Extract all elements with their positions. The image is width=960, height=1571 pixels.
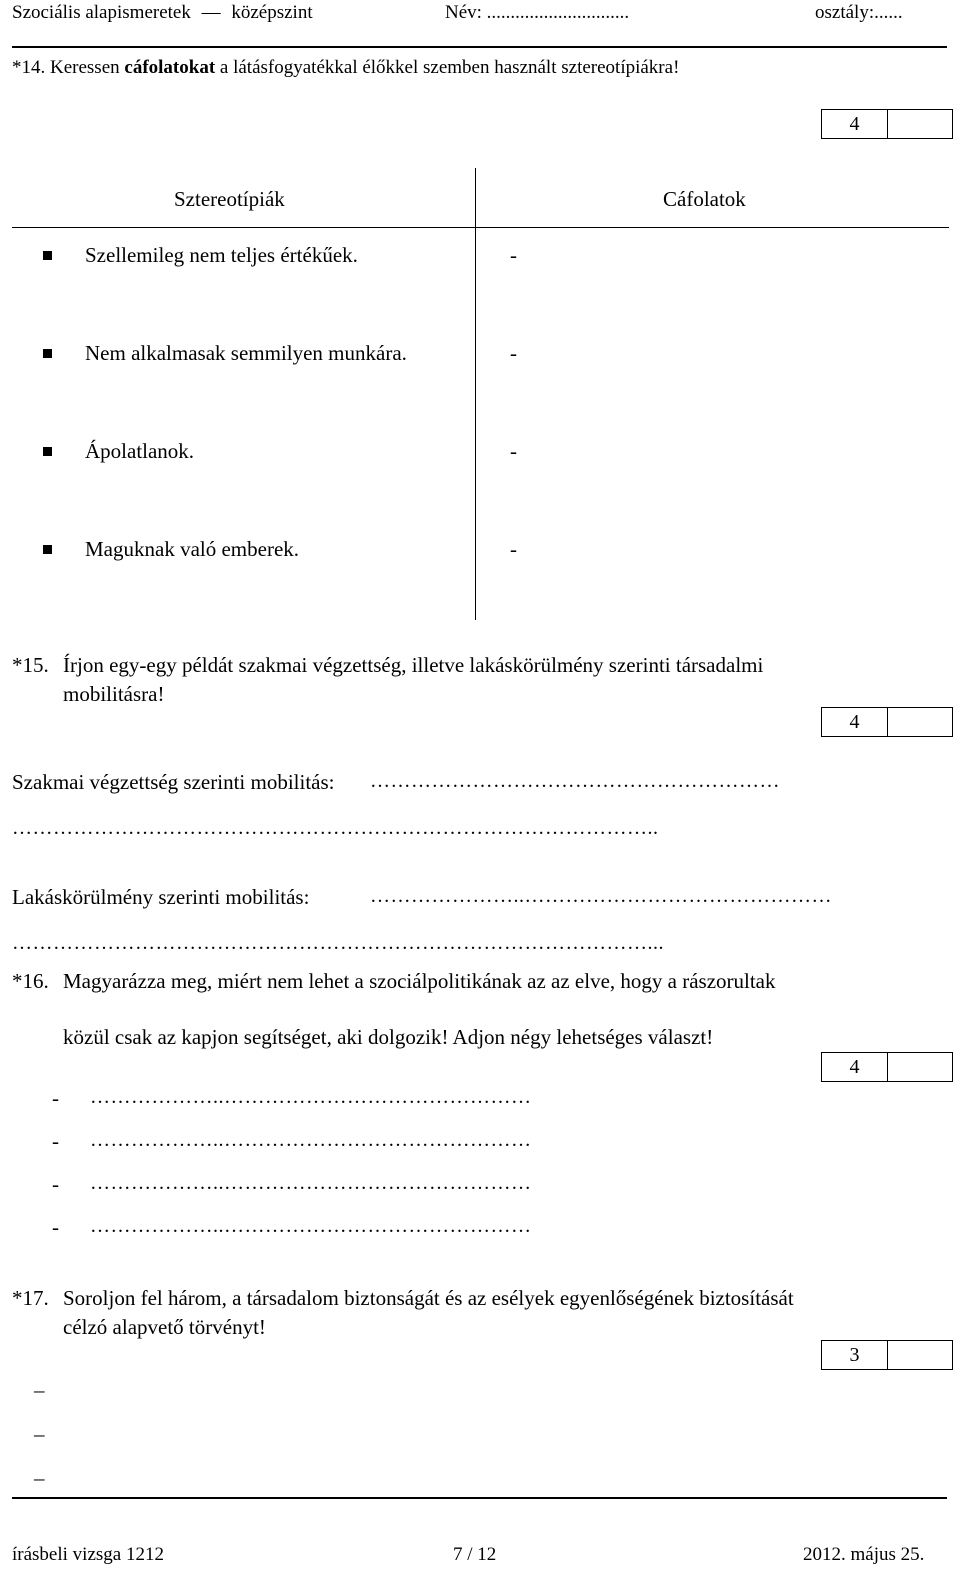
footer-rule (12, 1497, 947, 1499)
q14-suffix: a látásfogyatékkal élőkkel szemben használt sztereotípiákra! (215, 57, 680, 78)
name-field[interactable]: Név: .............................. (445, 2, 630, 23)
bullet-icon (43, 447, 52, 456)
footer-date: 2012. május 25. (803, 1544, 925, 1565)
q16-dash: - (52, 1086, 59, 1110)
q17-prompt-line2: célzó alapvető törvényt! (63, 1315, 266, 1339)
q15-answer-housing-cont[interactable]: …………………………………………………………………………………... (12, 932, 664, 954)
q14-prompt (12, 57, 679, 79)
q16-answer-1[interactable]: ………………..……………………………………… (90, 1086, 532, 1108)
q17-score: 3 (822, 1341, 888, 1369)
q17-answer-2[interactable]: – (34, 1422, 45, 1446)
q17-answer-1[interactable]: – (34, 1378, 45, 1402)
q17-answer-3[interactable]: – (34, 1466, 45, 1490)
level-name: középszint (231, 2, 313, 23)
header-rule (12, 46, 947, 48)
q16-dash: - (52, 1172, 59, 1196)
q16-prompt-line1: Magyarázza meg, miért nem lehet a szociálpolitikának az az elve, hogy a rászorultak (63, 969, 776, 993)
q16-score-box (821, 1052, 953, 1082)
q16-score: 4 (822, 1053, 888, 1081)
refutation-2[interactable]: - (510, 341, 517, 365)
refutation-4[interactable]: - (510, 537, 517, 561)
q16-number: *16. (12, 969, 49, 993)
q15-label-housing: Lakáskörülmény szerinti mobilitás: (12, 885, 310, 909)
q17-prompt-line1: Soroljon fel három, a társadalom biztonságát és az esélyek egyenlőségének biztosítását (63, 1286, 794, 1310)
q16-prompt-line2: közül csak az kapjon segítséget, aki dolgozik! Adjon négy lehetséges választ! (63, 1025, 714, 1049)
footer-exam-code: írásbeli vizsga 1212 (12, 1544, 164, 1565)
q16-dash: - (52, 1129, 59, 1153)
page-number: 7 / 12 (453, 1544, 497, 1565)
q15-answer-housing[interactable]: …………………..……………………………………… (370, 885, 832, 907)
q15-label-professional: Szakmai végzettség szerinti mobilitás: (12, 770, 335, 794)
q14-prefix: *14. Keressen (12, 57, 125, 78)
q15-number: *15. (12, 653, 49, 677)
header-subject (12, 2, 313, 24)
q17-score-box (821, 1340, 953, 1370)
q15-answer-professional-cont[interactable]: ………………………………………………………………………………….. (12, 817, 659, 839)
q16-answer-4[interactable]: ………………..……………………………………… (90, 1215, 532, 1237)
bullet-icon (43, 545, 52, 554)
q16-answer-3[interactable]: ………………..……………………………………… (90, 1172, 532, 1194)
header-dash: — (201, 2, 221, 23)
q15-prompt-line2: mobilitásra! (63, 682, 165, 706)
refutation-1[interactable]: - (510, 243, 517, 267)
q15-answer-professional[interactable]: …………………………………………………… (370, 770, 780, 792)
q16-answer-2[interactable]: ………………..……………………………………… (90, 1129, 532, 1151)
q15-prompt-line1: Írjon egy-egy példát szakmai végzettség, illetve lakáskörülmény szerinti társadalmi (63, 653, 764, 677)
q16-dash: - (52, 1215, 59, 1239)
q14-score-box (821, 109, 953, 139)
refutation-3[interactable]: - (510, 439, 517, 463)
class-field[interactable]: osztály:...... (815, 2, 903, 23)
table-divider (475, 168, 476, 620)
stereotype-4: Maguknak való emberek. (85, 537, 300, 561)
table-header-rule (12, 227, 949, 228)
stereotype-3: Ápolatlanok. (85, 439, 195, 463)
q14-bold: cáfolatokat (124, 57, 216, 78)
q15-score-box (821, 707, 953, 737)
subject-name: Szociális alapismeretek (12, 2, 191, 23)
q17-number: *17. (12, 1286, 49, 1310)
bullet-icon (43, 349, 52, 358)
col-header-stereotypes: Sztereotípiák (174, 187, 285, 211)
col-header-refutations: Cáfolatok (663, 187, 746, 211)
q15-score: 4 (822, 708, 888, 736)
stereotype-1: Szellemileg nem teljes értékűek. (85, 243, 358, 267)
bullet-icon (43, 251, 52, 260)
q14-score: 4 (822, 110, 888, 138)
stereotype-2: Nem alkalmasak semmilyen munkára. (85, 341, 407, 365)
